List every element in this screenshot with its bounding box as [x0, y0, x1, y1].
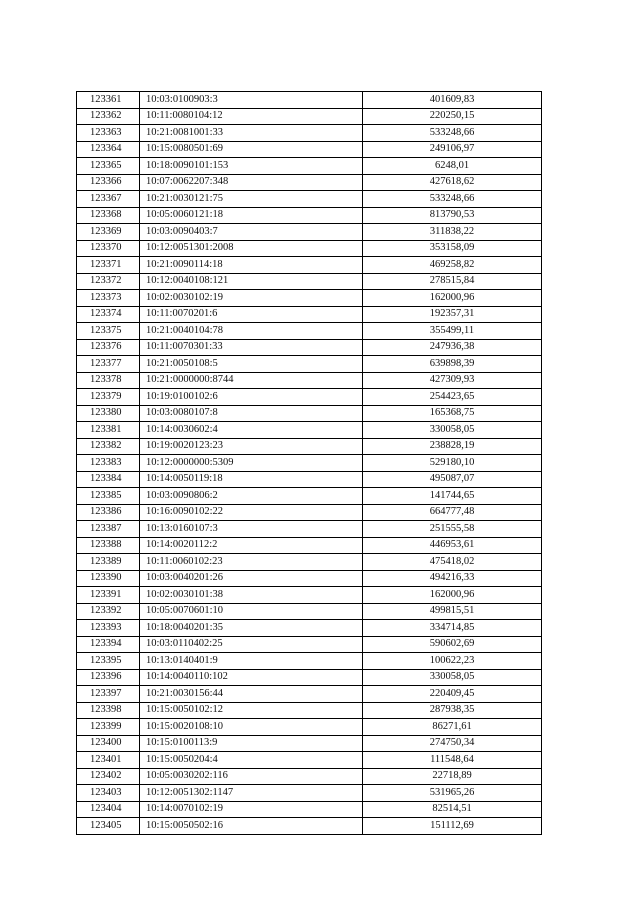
row-number-cell: 123402: [77, 768, 140, 785]
cadastral-number-cell: 10:19:0100102:6: [140, 389, 363, 406]
row-number-cell: 123398: [77, 702, 140, 719]
row-number-cell: 123379: [77, 389, 140, 406]
cadastral-number-cell: 10:07:0062207:348: [140, 174, 363, 191]
row-number-cell: 123381: [77, 422, 140, 439]
table-row: [77, 768, 542, 785]
table-row: [77, 273, 542, 290]
cadastral-number-cell: 10:21:0050108:5: [140, 356, 363, 373]
cadastral-number-cell: 10:12:0000000:5309: [140, 455, 363, 472]
table-row: [77, 686, 542, 703]
table-row: [77, 554, 542, 571]
row-number-cell: 123373: [77, 290, 140, 307]
row-number-cell: 123388: [77, 537, 140, 554]
amount-cell: 813790,53: [363, 207, 542, 224]
cadastral-number-cell: 10:05:0060121:18: [140, 207, 363, 224]
row-number-cell: 123391: [77, 587, 140, 604]
table-row: [77, 438, 542, 455]
row-number-cell: 123369: [77, 224, 140, 241]
table-row: [77, 108, 542, 125]
amount-cell: 311838,22: [363, 224, 542, 241]
row-number-cell: 123382: [77, 438, 140, 455]
data-table: [76, 91, 542, 835]
amount-cell: 86271,61: [363, 719, 542, 736]
row-number-cell: 123362: [77, 108, 140, 125]
cadastral-number-cell: 10:21:0030156:44: [140, 686, 363, 703]
amount-cell: 141744,65: [363, 488, 542, 505]
cadastral-number-cell: 10:03:0080107:8: [140, 405, 363, 422]
row-number-cell: 123374: [77, 306, 140, 323]
amount-cell: 330058,05: [363, 422, 542, 439]
table-row: [77, 405, 542, 422]
table-row: [77, 636, 542, 653]
row-number-cell: 123378: [77, 372, 140, 389]
amount-cell: 353158,09: [363, 240, 542, 257]
amount-cell: 165368,75: [363, 405, 542, 422]
cadastral-number-cell: 10:21:0090114:18: [140, 257, 363, 274]
amount-cell: 639898,39: [363, 356, 542, 373]
table-row: [77, 158, 542, 175]
table-row: [77, 752, 542, 769]
amount-cell: 664777,48: [363, 504, 542, 521]
cadastral-number-cell: 10:05:0030202:116: [140, 768, 363, 785]
table-row: [77, 240, 542, 257]
amount-cell: 469258,82: [363, 257, 542, 274]
row-number-cell: 123368: [77, 207, 140, 224]
table-row: [77, 339, 542, 356]
row-number-cell: 123364: [77, 141, 140, 158]
row-number-cell: 123385: [77, 488, 140, 505]
row-number-cell: 123377: [77, 356, 140, 373]
amount-cell: 220250,15: [363, 108, 542, 125]
amount-cell: 111548,64: [363, 752, 542, 769]
cadastral-number-cell: 10:14:0050119:18: [140, 471, 363, 488]
amount-cell: 427618,62: [363, 174, 542, 191]
table-row: [77, 141, 542, 158]
table-row: [77, 224, 542, 241]
row-number-cell: 123365: [77, 158, 140, 175]
cadastral-number-cell: 10:03:0090403:7: [140, 224, 363, 241]
table-row: [77, 372, 542, 389]
row-number-cell: 123393: [77, 620, 140, 637]
cadastral-number-cell: 10:11:0080104:12: [140, 108, 363, 125]
table-row: [77, 125, 542, 142]
amount-cell: 494216,33: [363, 570, 542, 587]
table-row: [77, 174, 542, 191]
amount-cell: 590602,69: [363, 636, 542, 653]
amount-cell: 254423,65: [363, 389, 542, 406]
table-row: [77, 818, 542, 835]
table-row: [77, 257, 542, 274]
cadastral-number-cell: 10:13:0140401:9: [140, 653, 363, 670]
amount-cell: 529180,10: [363, 455, 542, 472]
table-row: [77, 719, 542, 736]
amount-cell: 287938,35: [363, 702, 542, 719]
cadastral-number-cell: 10:03:0110402:25: [140, 636, 363, 653]
table-row: [77, 504, 542, 521]
amount-cell: 6248,01: [363, 158, 542, 175]
row-number-cell: 123400: [77, 735, 140, 752]
cadastral-number-cell: 10:19:0020123:23: [140, 438, 363, 455]
cadastral-number-cell: 10:15:0050102:12: [140, 702, 363, 719]
cadastral-number-cell: 10:14:0020112:2: [140, 537, 363, 554]
cadastral-number-cell: 10:15:0020108:10: [140, 719, 363, 736]
table-row: [77, 587, 542, 604]
row-number-cell: 123404: [77, 801, 140, 818]
amount-cell: 100622,23: [363, 653, 542, 670]
cadastral-number-cell: 10:03:0100903:3: [140, 92, 363, 109]
table-body: [77, 92, 542, 835]
cadastral-number-cell: 10:14:0070102:19: [140, 801, 363, 818]
table-row: [77, 603, 542, 620]
table-row: [77, 537, 542, 554]
amount-cell: 531965,26: [363, 785, 542, 802]
row-number-cell: 123392: [77, 603, 140, 620]
cadastral-number-cell: 10:21:0040104:78: [140, 323, 363, 340]
cadastral-number-cell: 10:21:0000000:8744: [140, 372, 363, 389]
table-row: [77, 389, 542, 406]
table-row: [77, 620, 542, 637]
amount-cell: 82514,51: [363, 801, 542, 818]
row-number-cell: 123390: [77, 570, 140, 587]
table-row: [77, 521, 542, 538]
cadastral-number-cell: 10:15:0080501:69: [140, 141, 363, 158]
cadastral-number-cell: 10:02:0030101:38: [140, 587, 363, 604]
row-number-cell: 123387: [77, 521, 140, 538]
row-number-cell: 123403: [77, 785, 140, 802]
table-row: [77, 801, 542, 818]
amount-cell: 192357,31: [363, 306, 542, 323]
amount-cell: 247936,38: [363, 339, 542, 356]
table-row: [77, 306, 542, 323]
cadastral-number-cell: 10:21:0081001:33: [140, 125, 363, 142]
amount-cell: 495087,07: [363, 471, 542, 488]
cadastral-number-cell: 10:11:0070301:33: [140, 339, 363, 356]
row-number-cell: 123383: [77, 455, 140, 472]
table-row: [77, 735, 542, 752]
amount-cell: 251555,58: [363, 521, 542, 538]
table-row: [77, 455, 542, 472]
table-row: [77, 653, 542, 670]
amount-cell: 334714,85: [363, 620, 542, 637]
amount-cell: 533248,66: [363, 125, 542, 142]
cadastral-number-cell: 10:18:0040201:35: [140, 620, 363, 637]
amount-cell: 427309,93: [363, 372, 542, 389]
table-row: [77, 570, 542, 587]
cadastral-number-cell: 10:02:0030102:19: [140, 290, 363, 307]
row-number-cell: 123397: [77, 686, 140, 703]
cadastral-number-cell: 10:13:0160107:3: [140, 521, 363, 538]
amount-cell: 274750,34: [363, 735, 542, 752]
amount-cell: 151112,69: [363, 818, 542, 835]
amount-cell: 162000,96: [363, 587, 542, 604]
row-number-cell: 123386: [77, 504, 140, 521]
amount-cell: 238828,19: [363, 438, 542, 455]
table-row: [77, 702, 542, 719]
row-number-cell: 123371: [77, 257, 140, 274]
cadastral-number-cell: 10:21:0030121:75: [140, 191, 363, 208]
table-row: [77, 323, 542, 340]
amount-cell: 355499,11: [363, 323, 542, 340]
amount-cell: 533248,66: [363, 191, 542, 208]
row-number-cell: 123394: [77, 636, 140, 653]
row-number-cell: 123401: [77, 752, 140, 769]
cadastral-number-cell: 10:18:0090101:153: [140, 158, 363, 175]
table-row: [77, 92, 542, 109]
row-number-cell: 123367: [77, 191, 140, 208]
amount-cell: 401609,83: [363, 92, 542, 109]
table-row: [77, 488, 542, 505]
row-number-cell: 123396: [77, 669, 140, 686]
row-number-cell: 123361: [77, 92, 140, 109]
table-row: [77, 191, 542, 208]
row-number-cell: 123375: [77, 323, 140, 340]
row-number-cell: 123366: [77, 174, 140, 191]
amount-cell: 220409,45: [363, 686, 542, 703]
row-number-cell: 123405: [77, 818, 140, 835]
cadastral-number-cell: 10:03:0090806:2: [140, 488, 363, 505]
cadastral-number-cell: 10:12:0051301:2008: [140, 240, 363, 257]
amount-cell: 162000,96: [363, 290, 542, 307]
cadastral-number-cell: 10:12:0040108:121: [140, 273, 363, 290]
cadastral-number-cell: 10:15:0050204:4: [140, 752, 363, 769]
table-row: [77, 207, 542, 224]
table-row: [77, 785, 542, 802]
row-number-cell: 123376: [77, 339, 140, 356]
amount-cell: 446953,61: [363, 537, 542, 554]
amount-cell: 330058,05: [363, 669, 542, 686]
row-number-cell: 123363: [77, 125, 140, 142]
amount-cell: 249106,97: [363, 141, 542, 158]
amount-cell: 475418,02: [363, 554, 542, 571]
amount-cell: 22718,89: [363, 768, 542, 785]
amount-cell: 278515,84: [363, 273, 542, 290]
table-row: [77, 471, 542, 488]
cadastral-number-cell: 10:12:0051302:1147: [140, 785, 363, 802]
row-number-cell: 123389: [77, 554, 140, 571]
table-row: [77, 669, 542, 686]
table-row: [77, 422, 542, 439]
cadastral-number-cell: 10:16:0090102:22: [140, 504, 363, 521]
row-number-cell: 123370: [77, 240, 140, 257]
row-number-cell: 123372: [77, 273, 140, 290]
cadastral-number-cell: 10:14:0040110:102: [140, 669, 363, 686]
table-row: [77, 356, 542, 373]
row-number-cell: 123380: [77, 405, 140, 422]
cadastral-number-cell: 10:03:0040201:26: [140, 570, 363, 587]
table-row: [77, 290, 542, 307]
cadastral-number-cell: 10:14:0030602:4: [140, 422, 363, 439]
cadastral-number-cell: 10:15:0050502:16: [140, 818, 363, 835]
row-number-cell: 123395: [77, 653, 140, 670]
row-number-cell: 123399: [77, 719, 140, 736]
cadastral-number-cell: 10:11:0070201:6: [140, 306, 363, 323]
amount-cell: 499815,51: [363, 603, 542, 620]
cadastral-number-cell: 10:05:0070601:10: [140, 603, 363, 620]
cadastral-number-cell: 10:15:0100113:9: [140, 735, 363, 752]
cadastral-number-cell: 10:11:0060102:23: [140, 554, 363, 571]
row-number-cell: 123384: [77, 471, 140, 488]
